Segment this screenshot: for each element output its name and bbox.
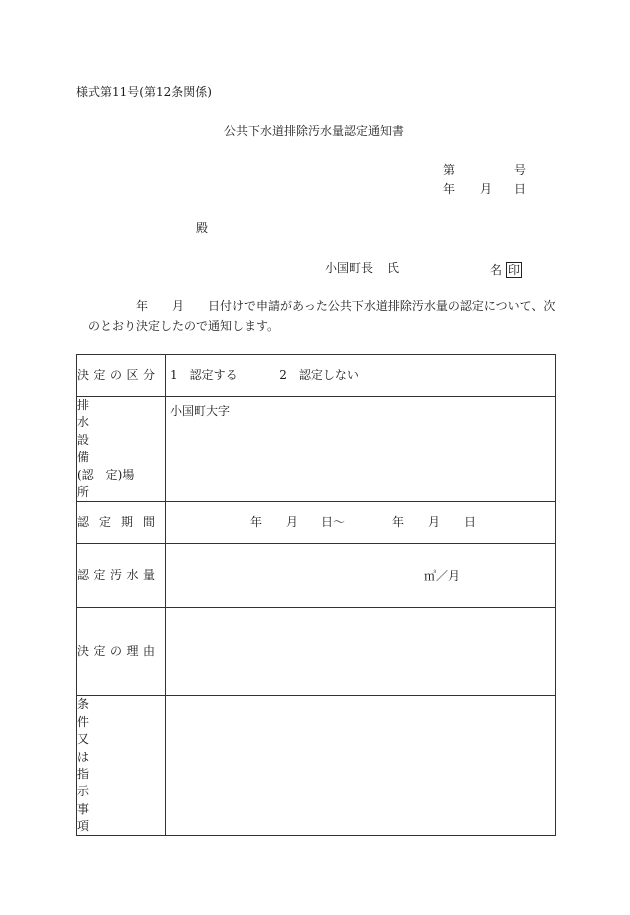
location-label-2: (認 定)場 所 xyxy=(77,467,147,499)
volume-label xyxy=(77,567,155,584)
period-start-year: 年 xyxy=(250,515,263,530)
conditions-value-cell[interactable] xyxy=(166,696,556,836)
label-char: 認 xyxy=(77,568,90,583)
issuer-shi: 氏 xyxy=(387,261,400,275)
location-label-1 xyxy=(77,397,155,467)
body-month: 月 xyxy=(172,299,185,313)
label-char: 決 xyxy=(77,367,90,382)
label-char: 水 xyxy=(126,568,139,583)
label-char: 備 xyxy=(77,450,90,465)
label-char: 排 xyxy=(77,398,90,412)
label-char: 定 xyxy=(93,367,106,382)
location-value-cell[interactable] xyxy=(166,397,556,502)
option-reject[interactable]: 2 認定しない xyxy=(279,367,359,382)
label-char: 区 xyxy=(126,367,139,382)
period-label xyxy=(77,514,155,531)
number-prefix: 第 xyxy=(443,163,456,177)
location-label-cell xyxy=(77,397,166,502)
label-char: 汚 xyxy=(109,568,122,583)
label-char: 定 xyxy=(93,644,106,659)
reason-label xyxy=(77,643,155,660)
label-char: の xyxy=(109,644,122,659)
date-month: 月 xyxy=(480,182,493,196)
period-start-month: 月 xyxy=(286,515,299,530)
label-char: は xyxy=(77,749,90,764)
conditions-label-cell xyxy=(77,696,166,836)
addressee-suffix: 殿 xyxy=(196,221,209,235)
volume-unit: ㎥／月 xyxy=(424,569,461,584)
label-char: 件 xyxy=(77,714,90,729)
period-start-day: 日～ xyxy=(321,515,346,530)
label-char: 事 xyxy=(77,801,90,816)
label-char: 認 xyxy=(77,515,90,530)
label-char: 間 xyxy=(142,515,155,530)
row-volume xyxy=(77,544,556,608)
date-year: 年 xyxy=(443,182,456,196)
option-approve[interactable]: 1 認定する xyxy=(170,367,238,382)
body-line1-rest: 日付けで申請があった公共下水道排除汚水量の認定について、次 xyxy=(208,299,556,313)
date-day: 日 xyxy=(514,182,527,196)
label-char: 理 xyxy=(126,644,139,659)
volume-label-cell xyxy=(77,544,166,608)
row-conditions xyxy=(77,696,556,836)
row-decision xyxy=(77,355,556,397)
decision-options-cell xyxy=(166,355,556,397)
label-char: 由 xyxy=(142,644,155,659)
label-char: 指 xyxy=(77,766,90,781)
decision-table xyxy=(76,354,556,836)
period-end-month: 月 xyxy=(428,515,441,530)
label-char: 量 xyxy=(142,568,155,583)
label-char: 定 xyxy=(93,568,106,583)
reason-value-cell[interactable] xyxy=(166,608,556,696)
issuer-mei-label: 名 xyxy=(490,263,503,277)
label-char: の xyxy=(109,367,122,382)
number-suffix: 号 xyxy=(514,163,527,177)
label-char: 条 xyxy=(77,697,90,712)
location-value: 小国町大字 xyxy=(170,404,231,418)
issuer-title: 小国町長 xyxy=(325,261,374,275)
issuer-mei xyxy=(490,262,522,278)
row-reason xyxy=(77,608,556,696)
period-label-cell xyxy=(77,502,166,544)
volume-value-cell[interactable] xyxy=(166,544,556,608)
body-line2: のとおり決定したので通知します。 xyxy=(88,319,280,333)
label-char: 設 xyxy=(77,432,90,447)
period-value-cell[interactable] xyxy=(166,502,556,544)
reason-label-cell xyxy=(77,608,166,696)
label-char: 期 xyxy=(120,515,133,530)
label-char: 項 xyxy=(77,819,90,834)
period-end-year: 年 xyxy=(392,515,405,530)
label-char: 決 xyxy=(77,644,90,659)
period-end-day: 日 xyxy=(464,515,477,530)
label-char: 水 xyxy=(77,415,90,430)
document-title: 公共下水道排除汚水量認定通知書 xyxy=(224,124,405,138)
conditions-label-1 xyxy=(77,696,155,766)
label-char: 又 xyxy=(77,732,90,747)
label-char: 示 xyxy=(77,784,90,799)
label-char: 分 xyxy=(142,367,155,382)
seal-mark: 印 xyxy=(508,263,521,277)
conditions-label-2 xyxy=(77,766,155,836)
label-char: 定 xyxy=(98,515,111,530)
row-period xyxy=(77,502,556,544)
body-year: 年 xyxy=(136,299,149,313)
form-id: 様式第11号(第12条関係) xyxy=(76,85,212,99)
decision-label-cell xyxy=(77,355,166,397)
row-location xyxy=(77,397,556,502)
decision-label xyxy=(77,367,155,384)
